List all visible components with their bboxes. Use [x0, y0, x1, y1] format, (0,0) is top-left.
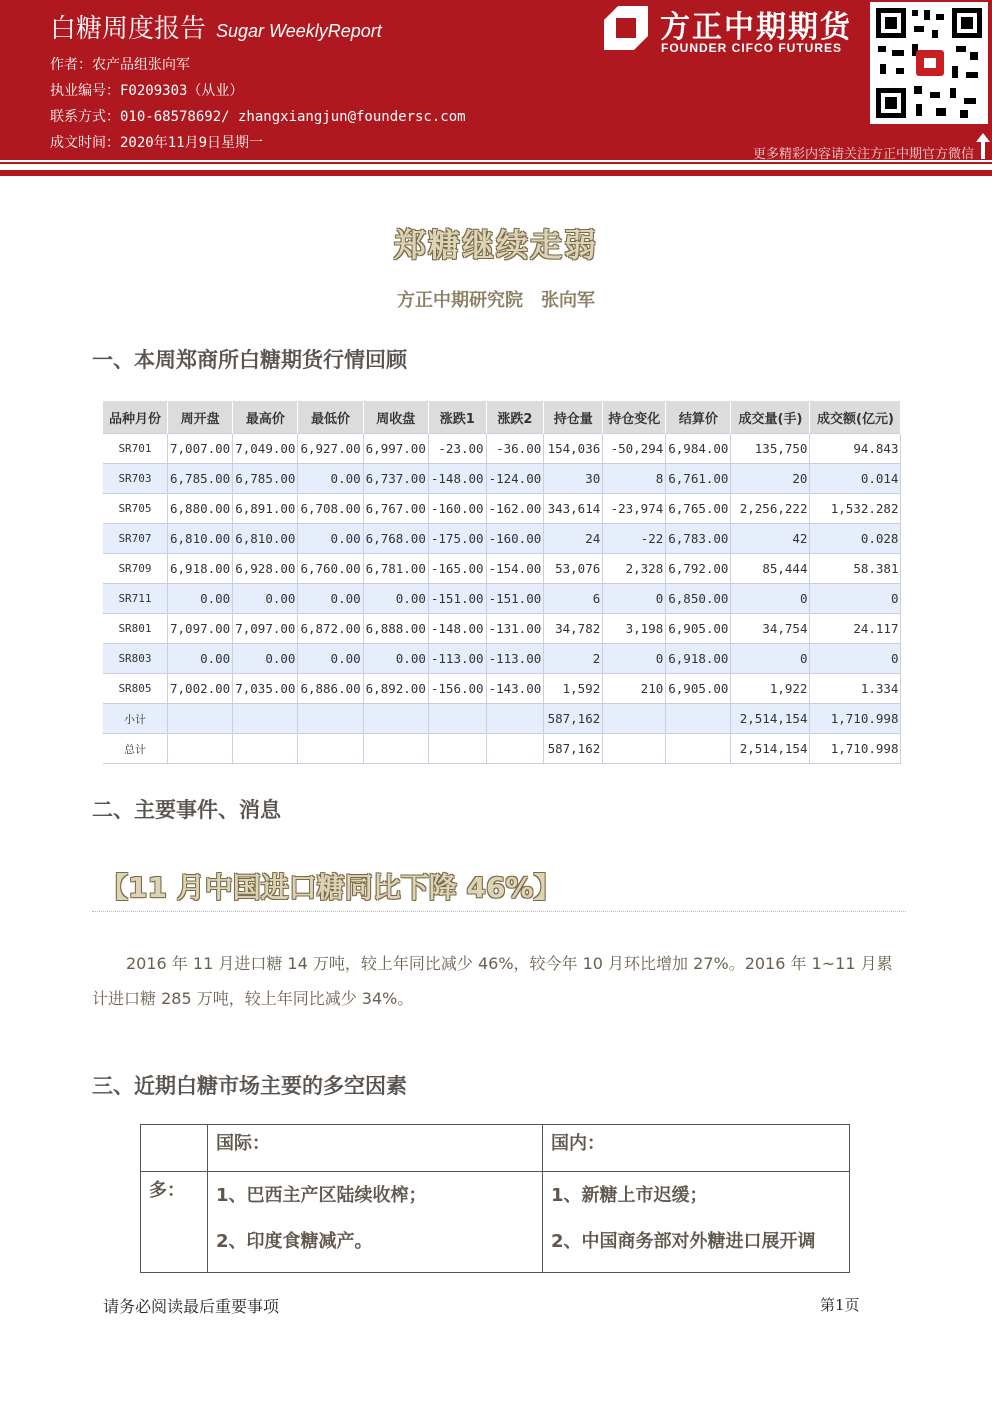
table-row — [103, 644, 901, 674]
factor-intl-cell — [208, 1172, 543, 1273]
table-cell: 6,905.00 — [666, 674, 731, 704]
table-cell: 1.334 — [810, 674, 901, 704]
table-cell: -148.00 — [428, 614, 486, 644]
row-code-cell: SR805 — [103, 674, 168, 704]
table-cell: 6 — [544, 584, 603, 614]
table-row — [103, 554, 901, 584]
table-cell: 7,097.00 — [168, 614, 233, 644]
table-cell: 30 — [544, 464, 603, 494]
date-line: 成文时间：2020年11月9日星期一 — [50, 135, 264, 151]
row-code-cell: SR709 — [103, 554, 168, 584]
table-cell: 0 — [603, 584, 666, 614]
arrow-up-icon — [976, 133, 990, 159]
report-header — [0, 0, 992, 160]
table-cell: 2,256,222 — [731, 494, 810, 524]
table-cell: -23,974 — [603, 494, 666, 524]
factor-header-intl: 国际： — [208, 1125, 543, 1172]
table-cell: -131.00 — [486, 614, 544, 644]
table-cell: 2,514,154 — [731, 734, 810, 764]
factor-item: 2、印度食糖减产。 — [216, 1231, 373, 1252]
table-cell: 7,002.00 — [168, 674, 233, 704]
table-cell: 0.00 — [363, 644, 428, 674]
factor-domestic-cell — [543, 1172, 850, 1273]
table-cell: 1,710.998 — [810, 704, 901, 734]
table-cell: -143.00 — [486, 674, 544, 704]
table-cell: -113.00 — [486, 644, 544, 674]
table-cell: -154.00 — [486, 554, 544, 584]
table-cell: 0.00 — [233, 584, 298, 614]
table-cell: -151.00 — [428, 584, 486, 614]
report-title-en: Sugar WeeklyReport — [216, 21, 382, 41]
report-title — [50, 8, 382, 45]
table-cell: 135,750 — [731, 434, 810, 464]
table-cell: 0 — [603, 644, 666, 674]
table-cell: 7,007.00 — [168, 434, 233, 464]
table-cell: 6,872.00 — [298, 614, 363, 644]
table-cell — [666, 734, 731, 764]
table-cell: 24 — [544, 524, 603, 554]
column-header: 周收盘 — [363, 401, 428, 434]
row-code-cell: SR803 — [103, 644, 168, 674]
table-row — [103, 614, 901, 644]
author-line: 作者：农产品组张向军 — [50, 57, 190, 73]
table-cell — [428, 704, 486, 734]
table-cell: 6,984.00 — [666, 434, 731, 464]
table-cell: 94.843 — [810, 434, 901, 464]
table-cell: 0 — [810, 644, 901, 674]
column-header: 最低价 — [298, 401, 363, 434]
factor-item: 1、巴西主产区陆续收榨； — [216, 1185, 427, 1206]
table-cell: -165.00 — [428, 554, 486, 584]
table-cell: 2,328 — [603, 554, 666, 584]
table-cell — [298, 704, 363, 734]
company-name-en: FOUNDER CIFCO FUTURES — [661, 41, 842, 55]
table-cell: 6,737.00 — [363, 464, 428, 494]
table-cell: 3,198 — [603, 614, 666, 644]
header-divider-bar — [0, 170, 992, 176]
table-cell: 6,768.00 — [363, 524, 428, 554]
row-code-cell: 总计 — [103, 734, 168, 764]
table-cell: 7,035.00 — [233, 674, 298, 704]
futures-quote-table — [103, 401, 901, 764]
header-divider — [0, 162, 992, 164]
table-cell: 7,049.00 — [233, 434, 298, 464]
table-cell: 0.00 — [168, 644, 233, 674]
table-cell: 6,708.00 — [298, 494, 363, 524]
table-cell: 154,036 — [544, 434, 603, 464]
company-logo-icon — [604, 6, 648, 50]
column-header: 周开盘 — [168, 401, 233, 434]
table-cell: 6,918.00 — [666, 644, 731, 674]
factor-header-domestic: 国内： — [543, 1125, 850, 1172]
table-cell — [486, 734, 544, 764]
table-cell: 0 — [731, 644, 810, 674]
table-cell: 210 — [603, 674, 666, 704]
column-header: 最高价 — [233, 401, 298, 434]
table-cell: 0 — [810, 584, 901, 614]
row-code-cell: SR801 — [103, 614, 168, 644]
factor-item: 1、新糖上市迟缓； — [551, 1185, 708, 1206]
bull-bear-factor-table — [140, 1124, 850, 1273]
column-header: 品种月份 — [103, 401, 168, 434]
table-cell — [233, 704, 298, 734]
table-cell: 6,888.00 — [363, 614, 428, 644]
table-cell: 0.00 — [298, 464, 363, 494]
table-cell: 6,785.00 — [168, 464, 233, 494]
table-cell: -175.00 — [428, 524, 486, 554]
table-cell: 0 — [731, 584, 810, 614]
row-code-cell: SR701 — [103, 434, 168, 464]
table-row — [103, 734, 901, 764]
table-cell: -148.00 — [428, 464, 486, 494]
factor-corner-cell — [141, 1125, 208, 1172]
table-cell — [233, 734, 298, 764]
news-divider — [92, 911, 906, 912]
table-cell: 6,850.00 — [666, 584, 731, 614]
section-heading-market-review: 一、本周郑商所白糖期货行情回顾 — [92, 348, 407, 372]
table-cell: -23.00 — [428, 434, 486, 464]
contact-line: 联系方式：010-68578692/ zhangxiangjun@foundersc.com — [50, 109, 466, 125]
table-cell: -113.00 — [428, 644, 486, 674]
page-number: 第1页 — [820, 1296, 860, 1314]
table-cell: 53,076 — [544, 554, 603, 584]
table-header-row — [103, 401, 901, 434]
column-header: 持仓量 — [544, 401, 603, 434]
table-cell — [298, 734, 363, 764]
table-cell: 6,905.00 — [666, 614, 731, 644]
row-code-cell: SR707 — [103, 524, 168, 554]
column-header: 成交量(手) — [731, 401, 810, 434]
table-cell: 42 — [731, 524, 810, 554]
section-heading-news: 二、主要事件、消息 — [92, 798, 281, 822]
table-cell: -36.00 — [486, 434, 544, 464]
table-cell: 0.00 — [298, 584, 363, 614]
table-row — [103, 704, 901, 734]
table-cell: 0.014 — [810, 464, 901, 494]
table-cell: 0.028 — [810, 524, 901, 554]
table-cell: 2,514,154 — [731, 704, 810, 734]
table-cell: -156.00 — [428, 674, 486, 704]
table-cell: 587,162 — [544, 704, 603, 734]
table-cell: 6,767.00 — [363, 494, 428, 524]
license-line: 执业编号：F0209303（从业） — [50, 83, 244, 99]
factor-bull-row — [141, 1172, 850, 1273]
table-cell: 20 — [731, 464, 810, 494]
factor-row-label: 多： — [141, 1172, 208, 1273]
table-cell — [603, 704, 666, 734]
table-cell: 6,781.00 — [363, 554, 428, 584]
column-header: 结算价 — [666, 401, 731, 434]
table-cell: 6,892.00 — [363, 674, 428, 704]
column-header: 涨跌1 — [428, 401, 486, 434]
table-row — [103, 464, 901, 494]
row-code-cell: 小计 — [103, 704, 168, 734]
footer-notice: 请务必阅读最后重要事项 — [103, 1297, 280, 1316]
table-cell: -160.00 — [486, 524, 544, 554]
table-cell: 58.381 — [810, 554, 901, 584]
table-cell: -151.00 — [486, 584, 544, 614]
table-cell: 587,162 — [544, 734, 603, 764]
table-cell: 1,710.998 — [810, 734, 901, 764]
table-cell — [666, 704, 731, 734]
table-cell: 0.00 — [168, 584, 233, 614]
table-cell: 1,922 — [731, 674, 810, 704]
document-author: 方正中期研究院 张向军 — [397, 290, 595, 311]
table-cell: 6,810.00 — [168, 524, 233, 554]
table-cell — [363, 734, 428, 764]
document-title: 郑糖继续走弱 — [393, 226, 598, 264]
table-cell: 2 — [544, 644, 603, 674]
news-headline: 【11 月中国进口糖同比下降 46%】 — [100, 871, 562, 904]
table-cell: 6,886.00 — [298, 674, 363, 704]
factor-header-row — [141, 1125, 850, 1172]
follow-wechat-text: 更多精彩内容请关注方正中期官方微信 — [752, 147, 974, 162]
table-cell: 1,532.282 — [810, 494, 901, 524]
news-paragraph: 2016 年 11 月进口糖 14 万吨，较上年同比减少 46%，较今年 10 月环比增加 27%。2016 年 1~11 月累计进口糖 285 万吨，较上年同比减少 34%。 — [92, 954, 893, 1008]
row-code-cell: SR711 — [103, 584, 168, 614]
row-code-cell: SR705 — [103, 494, 168, 524]
column-header: 持仓变化 — [603, 401, 666, 434]
quote-table-body — [103, 434, 901, 764]
qr-code-icon — [870, 2, 988, 124]
report-title-cn: 白糖周度报告 — [50, 14, 207, 44]
company-name-cn: 方正中期期货 — [660, 10, 852, 45]
table-cell — [603, 734, 666, 764]
table-row — [103, 434, 901, 464]
table-cell: 1,592 — [544, 674, 603, 704]
table-cell: 0.00 — [298, 524, 363, 554]
table-cell: 6,918.00 — [168, 554, 233, 584]
table-cell: -22 — [603, 524, 666, 554]
table-cell: 0.00 — [298, 644, 363, 674]
table-cell: 343,614 — [544, 494, 603, 524]
table-cell: 85,444 — [731, 554, 810, 584]
column-header: 涨跌2 — [486, 401, 544, 434]
table-row — [103, 524, 901, 554]
table-cell: 6,765.00 — [666, 494, 731, 524]
factor-item: 2、中国商务部对外糖进口展开调 — [551, 1231, 816, 1252]
table-cell: 6,760.00 — [298, 554, 363, 584]
table-cell: 6,761.00 — [666, 464, 731, 494]
table-cell: 6,810.00 — [233, 524, 298, 554]
table-cell — [486, 704, 544, 734]
table-cell: 0.00 — [233, 644, 298, 674]
table-cell: 6,997.00 — [363, 434, 428, 464]
table-cell: 6,880.00 — [168, 494, 233, 524]
table-cell: 24.117 — [810, 614, 901, 644]
table-cell: 8 — [603, 464, 666, 494]
table-cell: 6,783.00 — [666, 524, 731, 554]
table-cell: 34,782 — [544, 614, 603, 644]
table-cell: -162.00 — [486, 494, 544, 524]
row-code-cell: SR703 — [103, 464, 168, 494]
table-cell: 0.00 — [363, 584, 428, 614]
table-cell — [168, 734, 233, 764]
table-row — [103, 584, 901, 614]
table-cell: 6,785.00 — [233, 464, 298, 494]
table-cell: 34,754 — [731, 614, 810, 644]
table-cell: -124.00 — [486, 464, 544, 494]
table-cell: 6,927.00 — [298, 434, 363, 464]
table-cell: 7,097.00 — [233, 614, 298, 644]
section-heading-factors: 三、近期白糖市场主要的多空因素 — [92, 1074, 407, 1098]
table-cell — [428, 734, 486, 764]
table-row — [103, 674, 901, 704]
table-cell: -160.00 — [428, 494, 486, 524]
table-cell — [363, 704, 428, 734]
table-cell: 6,928.00 — [233, 554, 298, 584]
column-header: 成交额(亿元) — [810, 401, 901, 434]
table-cell: 6,891.00 — [233, 494, 298, 524]
table-cell: -50,294 — [603, 434, 666, 464]
table-cell: 6,792.00 — [666, 554, 731, 584]
table-row — [103, 494, 901, 524]
table-cell — [168, 704, 233, 734]
